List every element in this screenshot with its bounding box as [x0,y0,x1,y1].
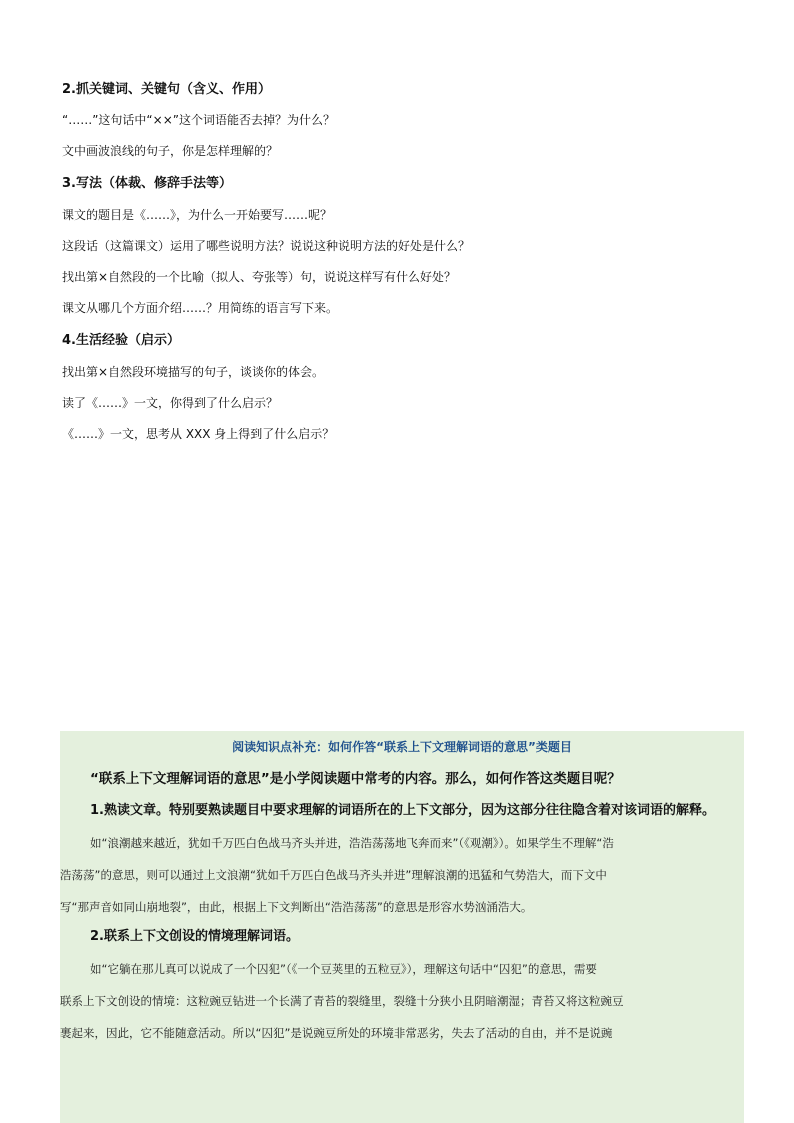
question-line: 找出第×自然段的一个比喻（拟人、夸张等）句，说说这样写有什么好处？ [62,270,457,284]
question-line: 找出第×自然段环境描写的句子，谈谈你的体会。 [62,365,325,379]
question-line: 读了《……》一文，你得到了什么启示？ [62,396,279,410]
knowledge-supplement-box [60,731,744,1123]
question-line: 课文从哪几个方面介绍……？用简练的语言写下来。 [62,301,339,315]
question-line: 这段话（这篇课文）运用了哪些说明方法？说说这种说明方法的好处是什么？ [62,239,471,253]
section-heading-keywords: 2.抓关键词、关键句（含义、作用） [62,82,271,97]
box-point-2: 2.联系上下文创设的情境理解词语。 [90,929,299,944]
box-paragraph-line: 如“浪潮越来越近，犹如千万匹白色战马齐头并进，浩浩荡荡地飞奔而来”（《观潮》）。如果学生不理解“浩 [90,836,614,850]
box-intro: “联系上下文理解词语的意思”是小学阅读题中常考的内容。那么，如何作答这类题目呢？ [90,771,621,787]
section-heading-writing: 3.写法（体裁、修辞手法等） [62,176,232,191]
box-title: 阅读知识点补充：如何作答“联系上下文理解词语的意思”类题目 [232,740,572,754]
box-point-1: 1.熟读文章。特别要熟读题目中要求理解的词语所在的上下文部分，因为这部分往往隐含着对该词语的解释。 [90,803,715,818]
box-paragraph-line: 如“它躺在那儿真可以说成了一个囚犯”（《一个豆荚里的五粒豆》），理解这句话中“囚犯”的意思，需要 [90,962,597,976]
box-paragraph-line: 联系上下文创设的情境：这粒豌豆钻进一个长满了青苔的裂缝里，裂缝十分狭小且阴暗潮湿；青苔又将这粒豌豆 [60,994,624,1008]
box-paragraph-line: 浩荡荡”的意思，则可以通过上文浪潮“犹如千万匹白色战马齐头并进”理解浪潮的迅猛和气势浩大，而下文中 [60,868,607,882]
question-line: 《……》一文，思考从 XXX 身上得到了什么启示？ [62,427,335,441]
question-line: 文中画波浪线的句子，你是怎样理解的？ [62,144,279,158]
question-line: 课文的题目是《……》，为什么一开始要写……呢？ [62,208,333,222]
box-paragraph-line: 写“那声音如同山崩地裂”，由此，根据上下文判断出“浩浩荡荡”的意思是形容水势汹涌浩大。 [60,900,533,914]
section-heading-life: 4.生活经验（启示） [62,333,180,348]
box-paragraph-line: 裹起来，因此，它不能随意活动。所以“囚犯”是说豌豆所处的环境非常恶劣，失去了活动的自由，并不是说豌 [60,1026,613,1040]
question-line: “……”这句话中“××”这个词语能否去掉？为什么？ [62,113,335,127]
